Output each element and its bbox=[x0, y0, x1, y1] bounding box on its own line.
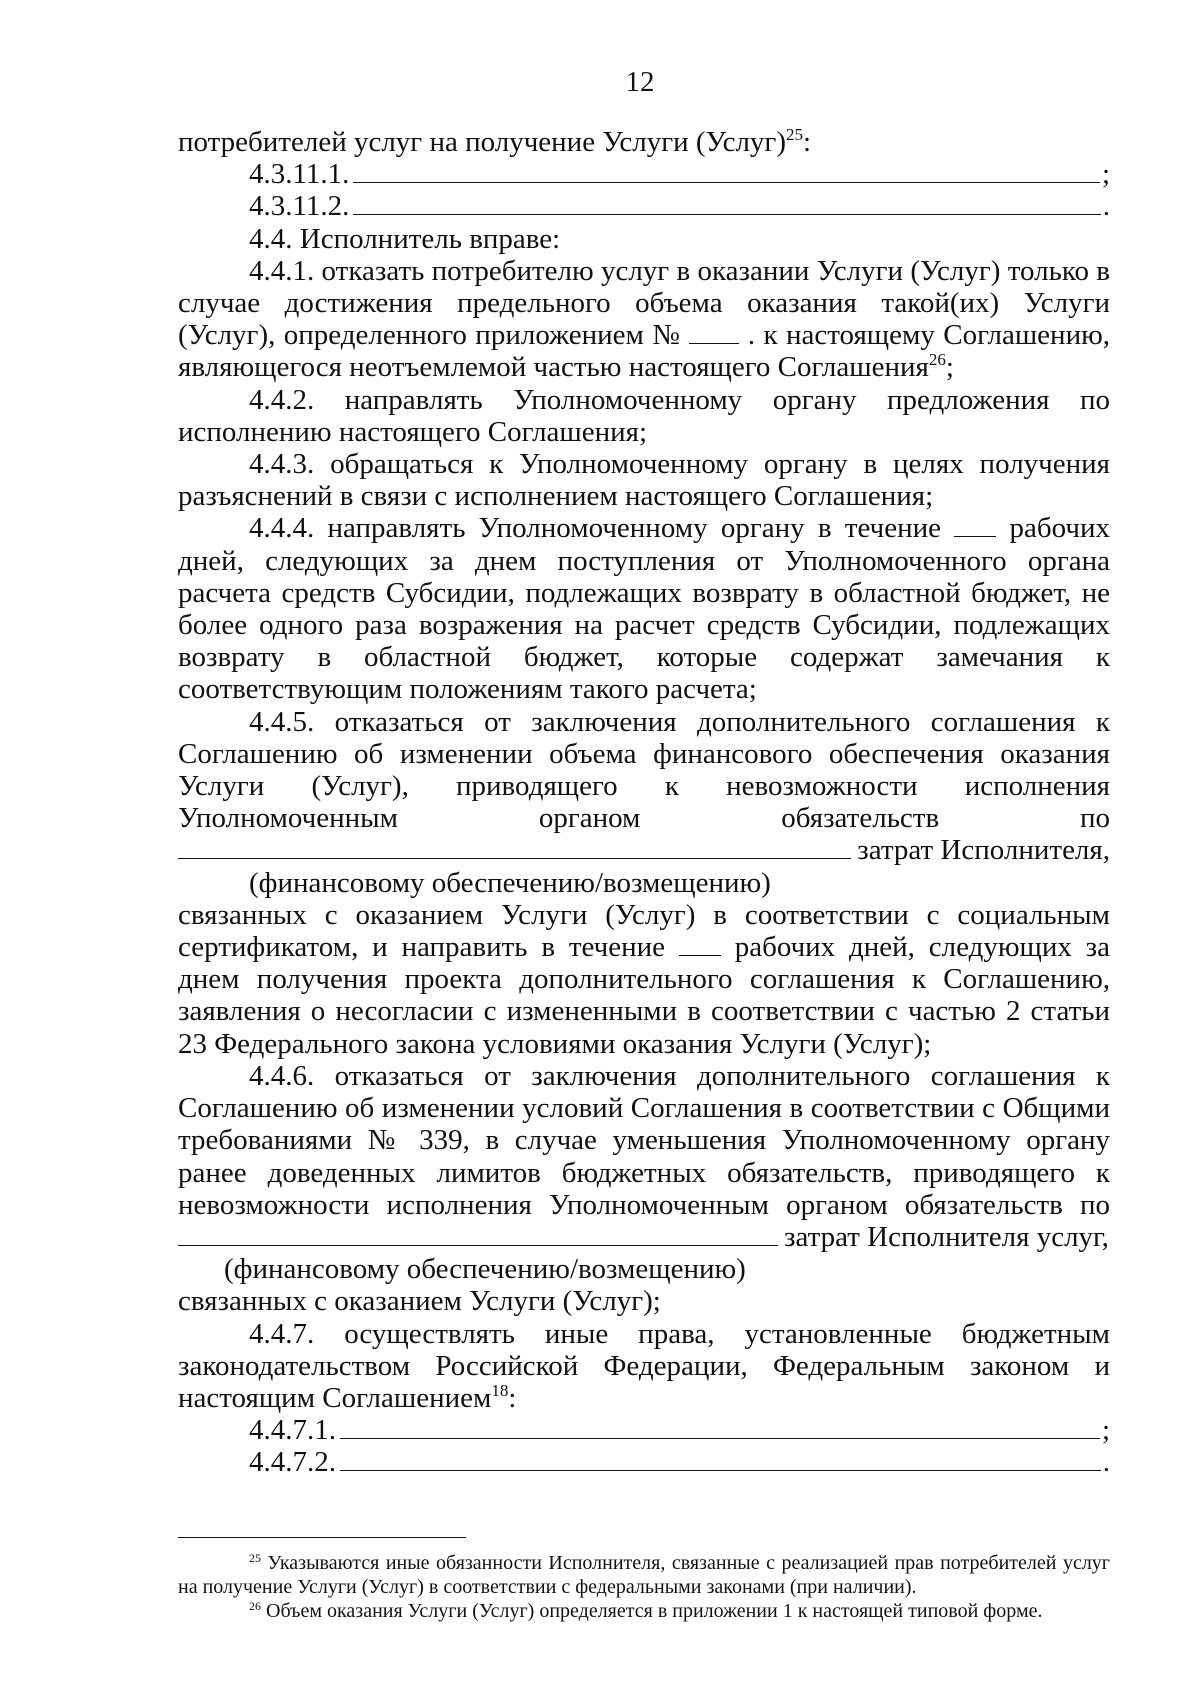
footnotes bbox=[178, 1551, 1110, 1623]
footnote-mark: 25 bbox=[249, 1551, 261, 1565]
blank-line-tail: затрат Исполнителя услуг, bbox=[784, 1220, 1109, 1253]
footnote-text: Указываются иные обязанности Исполнителя, связанные с реализацией прав потребителей услуг на получение Услуги (Услуг) в соответствии с федеральными законами (при наличии). bbox=[178, 1552, 1110, 1598]
item-end-mark: . bbox=[1102, 190, 1110, 223]
item-4-3-11-2 bbox=[178, 190, 1110, 222]
footnote-text: Объем оказания Услуги (Услуг) определяется в приложении 1 к настоящей типовой форме. bbox=[261, 1600, 1043, 1622]
document-body bbox=[178, 126, 1110, 1479]
clause-text-cont: . к настоящему Соглашению, являющегося неотъемлемой частью настоящего Соглашения bbox=[178, 319, 1111, 384]
footnote-mark: 26 bbox=[249, 1599, 261, 1613]
fill-in-blank bbox=[178, 836, 851, 859]
paragraph-tail: : bbox=[802, 126, 812, 158]
fill-in-blank bbox=[353, 160, 1100, 183]
clause-4-4-6-blank-line bbox=[178, 1221, 1110, 1253]
clause-4-4-7 bbox=[178, 1318, 1110, 1415]
paragraph-continuation bbox=[178, 126, 1110, 158]
fill-in-blank bbox=[353, 192, 1100, 215]
footnote-ref: 18 bbox=[491, 1380, 509, 1400]
clause-4-4-2: 4.4.2. направлять Уполномоченному органу предложения по исполнению настоящего Соглашения; bbox=[178, 383, 1110, 448]
blank-hint: (финансовому обеспечению/возмещению) bbox=[224, 1253, 746, 1286]
clause-4-4-6-continuation: связанных с оказанием Услуги (Услуг); bbox=[178, 1285, 661, 1318]
item-end-mark: ; bbox=[1101, 158, 1110, 191]
item-4-3-11-1 bbox=[178, 158, 1110, 190]
section-4-4-heading: 4.4. Исполнитель вправе: bbox=[249, 222, 561, 255]
paragraph-text: потребителей услуг на получение Услуги (Услуг) bbox=[178, 126, 786, 158]
clause-text-cont: рабочих дней, следующих за днем получения проекта дополнительного соглашения к Соглашению, заявления о несогласии с измененными в соответствии с частью 2 статьи 23 Федерального закона условиями оказания Услуги (Услуг); bbox=[178, 931, 1111, 1060]
clause-4-4-5: 4.4.5. отказаться от заключения дополнительного соглашения к Соглашению об изменении объема финансового обеспечения оказания Услуги (Услуг), приводящего к невозможности исполнения Уполномоченным органом обязательств по bbox=[178, 705, 1110, 835]
fill-in-blank bbox=[178, 1223, 778, 1246]
clause-4-4-5-continuation bbox=[178, 899, 1110, 1060]
blank-line-tail: затрат Исполнителя, bbox=[857, 834, 1110, 867]
item-end-mark: ; bbox=[1101, 1414, 1110, 1447]
clause-text: 4.4.1. отказать потребителю услуг в оказании Услуги (Услуг) только в случае достижения предельного объема оказания такой(их) Услуги (Услуг), определенного приложением № bbox=[178, 254, 1110, 352]
footnote-separator bbox=[178, 1537, 466, 1538]
clause-text: связанных с оказанием Услуги (Услуг) в соответствии с социальным сертификатом, и направить в течение bbox=[178, 898, 1110, 964]
footnote-25 bbox=[178, 1551, 1110, 1599]
item-label: 4.3.11.2. bbox=[249, 190, 350, 223]
footnote-ref: 25 bbox=[785, 125, 803, 144]
item-4-4-7-1 bbox=[178, 1414, 1110, 1446]
item-end-mark: . bbox=[1102, 1446, 1110, 1479]
fill-in-blank bbox=[954, 514, 996, 537]
clause-text: 4.4.7. осуществлять иные права, установленные бюджетным законодательством Российской Федерации, Федеральным законом и настоящим Соглашением bbox=[178, 1317, 1110, 1414]
clause-4-4-5-blank-line bbox=[178, 834, 1110, 866]
item-label: 4.3.11.1. bbox=[249, 158, 350, 191]
page-number: 12 bbox=[625, 66, 655, 98]
item-label: 4.4.7.2. bbox=[249, 1446, 336, 1479]
clause-4-4-1 bbox=[178, 255, 1110, 384]
item-4-4-7-2 bbox=[178, 1446, 1110, 1478]
footnote-ref: 26 bbox=[928, 350, 946, 370]
clause-text: 4.4.4. направлять Уполномоченному органу в течение bbox=[249, 512, 942, 545]
blank-hint: (финансовому обеспечению/возмещению) bbox=[249, 866, 771, 899]
fill-in-blank bbox=[340, 1416, 1100, 1439]
clause-4-4-6: 4.4.6. отказаться от заключения дополнительного соглашения к Соглашению об изменении условий Соглашения в соответствии с Общими требованиями № 339, в случае уменьшения Уполномоченному органу ранее доведенных лимитов бюджетных обязательств, приводящего к невозможности исполнения Уполномоченным органом обязательств по bbox=[178, 1059, 1110, 1221]
clause-4-4-4 bbox=[178, 512, 1110, 705]
clause-tail: ; bbox=[945, 351, 954, 384]
footnote-26 bbox=[178, 1599, 1110, 1623]
fill-in-blank bbox=[340, 1448, 1101, 1471]
item-label: 4.4.7.1. bbox=[249, 1414, 336, 1447]
clause-text-cont: рабочих дней, следующих за днем поступления от Уполномоченного органа расчета средств Субсидии, подлежащих возврату в областной бюджет, не более одного раза возражения на расчет средств Субсидии, подлежащих возврату в областной бюджет, которые содержат замечания к соответствующим положениям такого расчета; bbox=[178, 512, 1111, 706]
clause-4-4-3: 4.4.3. обращаться к Уполномоченному органу в целях получения разъяснений в связи с исполнением настоящего Соглашения; bbox=[178, 448, 1110, 513]
fill-in-blank bbox=[689, 321, 739, 344]
fill-in-blank bbox=[679, 933, 721, 956]
clause-tail: : bbox=[508, 1381, 517, 1414]
